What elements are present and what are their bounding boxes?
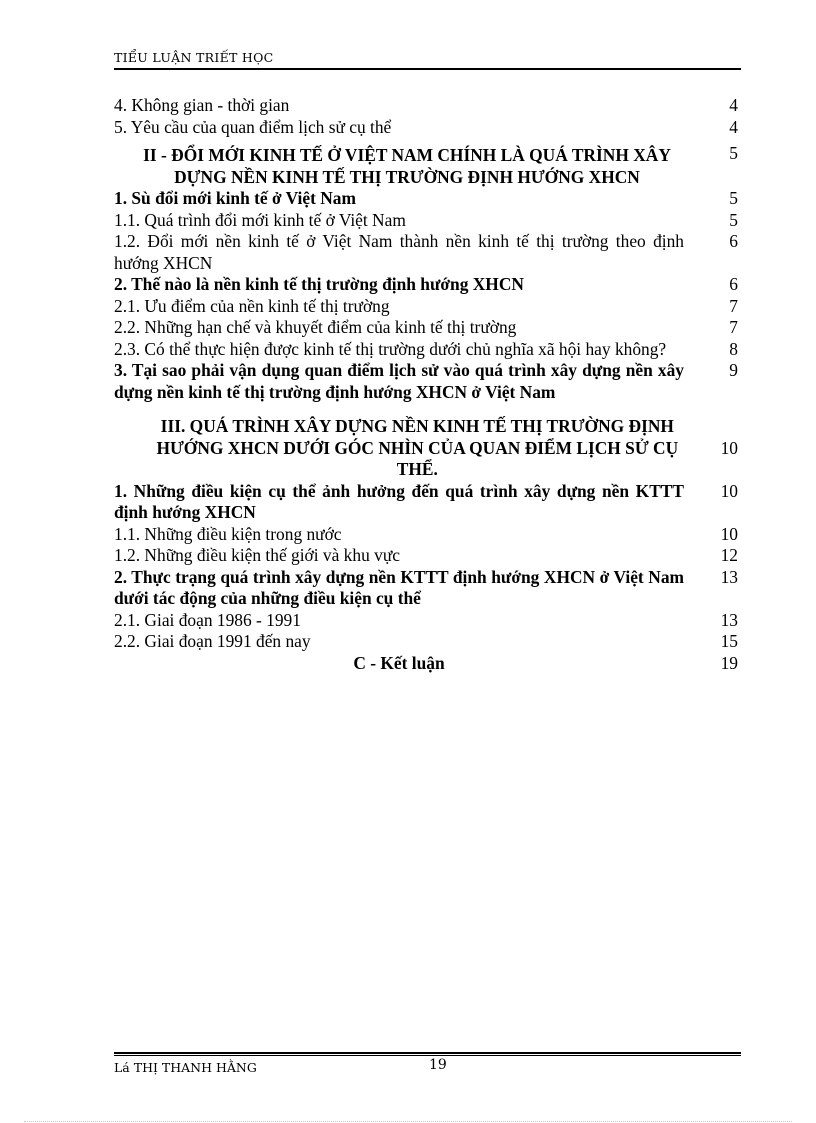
toc-entry[interactable]: [114, 296, 741, 318]
toc-entry-page: 15: [720, 631, 738, 651]
toc-entry[interactable]: [114, 631, 741, 653]
toc-entry[interactable]: [114, 117, 741, 139]
toc-entry-text: 3. Tại sao phải vận dụng quan điểm lịch sử vào quá trình xây dựng nền xây dựng nền kinh tế thị trường định hướng XHCN ở Việt Nam: [114, 360, 684, 402]
toc-entry-page: 12: [720, 545, 738, 565]
toc-entry-text: 1. Sù đổi mới kinh tế ở Việt Nam: [114, 188, 356, 208]
toc-entry-page: 4: [729, 95, 738, 115]
toc-entry-page: 13: [720, 566, 738, 587]
toc-entry[interactable]: [114, 188, 741, 210]
toc-entry-page: 10: [720, 523, 738, 544]
toc-entry-text: 1.1. Quá trình đổi mới kinh tế ở Việt Nam: [114, 209, 406, 230]
author-name: Lá THỊ THANH HẰNG: [114, 1060, 257, 1075]
toc-entry-text: C - Kết luận: [353, 652, 445, 673]
toc-entry[interactable]: [114, 567, 741, 610]
toc-entry-page: 6: [729, 274, 738, 294]
toc-entry[interactable]: [114, 231, 741, 274]
page-footer: [114, 1052, 741, 1076]
document-title: TIỂU LUẬN TRIẾT HỌC: [114, 50, 274, 65]
toc-entry-page: 5: [729, 143, 738, 163]
toc-entry-page: 8: [729, 338, 738, 359]
toc-entry-text: 2.2. Giai đoạn 1991 đến nay: [114, 631, 311, 651]
toc-entry-page: 7: [729, 317, 738, 337]
toc-entry-text: 2.3. Có thể thực hiện được kinh tế thị trường dưới chủ nghĩa xã hội hay không?: [114, 338, 667, 359]
toc-entry[interactable]: [114, 339, 741, 361]
toc-section-heading[interactable]: [114, 145, 741, 188]
toc-entry[interactable]: [114, 360, 741, 403]
toc-entry-page: 10: [720, 480, 738, 501]
toc-entry-text: 2.1. Giai đoạn 1986 - 1991: [114, 609, 301, 630]
toc-entry[interactable]: [114, 481, 741, 524]
toc-entry-text: 1.1. Những điều kiện trong nước: [114, 523, 342, 544]
header-rule: [114, 68, 741, 70]
page-number: 19: [429, 1057, 447, 1073]
toc-entry-page: 9: [729, 360, 738, 380]
toc-entry[interactable]: [114, 95, 741, 117]
toc-entry-text: III. QUÁ TRÌNH XÂY DỰNG NỀN KINH TẾ THỊ TRƯỜNG ĐỊNH HƯỚNG XHCN DƯỚI GÓC NHÌN CỦA QUAN ĐIỂM LỊCH SỬ CỤ THỂ.: [156, 416, 679, 479]
toc-entry[interactable]: [114, 545, 741, 567]
toc-entry-text: 2. Thực trạng quá trình xây dựng nền KTTT định hướng XHCN ở Việt Nam dưới tác động của những điều kiện cụ thể: [114, 566, 684, 608]
table-of-contents: [114, 95, 741, 674]
toc-entry-page: 5: [729, 188, 738, 208]
footer-rule-thick: [114, 1052, 741, 1054]
toc-entry-page: 7: [729, 295, 738, 316]
toc-entry-page: 5: [729, 209, 738, 230]
toc-section-heading[interactable]: [114, 416, 741, 481]
toc-entry-page: 4: [729, 116, 738, 137]
toc-entry-text: 1. Những điều kiện cụ thể ảnh hưởng đến quá trình xây dựng nền KTTT định hướng XHCN: [114, 480, 684, 522]
toc-entry-text: 2. Thế nào là nền kinh tế thị trường định hướng XHCN: [114, 274, 524, 294]
page-header: [114, 49, 741, 70]
toc-entry-page: 10: [720, 437, 738, 458]
toc-entry-text: 1.2. Đổi mới nền kinh tế ở Việt Nam thành nền kinh tế thị trường theo định hướng XHCN: [114, 231, 684, 273]
toc-entry-text: 4. Không gian - thời gian: [114, 95, 290, 115]
toc-entry[interactable]: [114, 610, 741, 632]
toc-entry-text: 1.2. Những điều kiện thế giới và khu vực: [114, 545, 400, 565]
toc-entry-page: 19: [720, 652, 738, 673]
toc-entry[interactable]: [114, 274, 741, 296]
page-boundary-divider: [24, 1121, 792, 1122]
toc-entry[interactable]: [114, 524, 741, 546]
toc-entry[interactable]: [114, 317, 741, 339]
toc-entry-text: 2.1. Ưu điểm của nền kinh tế thị trường: [114, 295, 390, 316]
toc-conclusion-entry[interactable]: [114, 653, 741, 675]
toc-entry-text: II - ĐỔI MỚI KINH TẾ Ở VIỆT NAM CHÍNH LÀ QUÁ TRÌNH XÂY DỰNG NỀN KINH TẾ THỊ TRƯỜNG ĐỊNH HƯỚNG XHCN: [143, 145, 671, 187]
toc-entry-text: 2.2. Những hạn chế và khuyết điểm của kinh tế thị trường: [114, 317, 517, 337]
toc-entry-page: 6: [729, 231, 738, 251]
toc-entry-text: 5. Yêu cầu của quan điểm lịch sử cụ thể: [114, 116, 392, 137]
toc-entry-page: 13: [720, 609, 738, 630]
toc-entry[interactable]: [114, 210, 741, 232]
